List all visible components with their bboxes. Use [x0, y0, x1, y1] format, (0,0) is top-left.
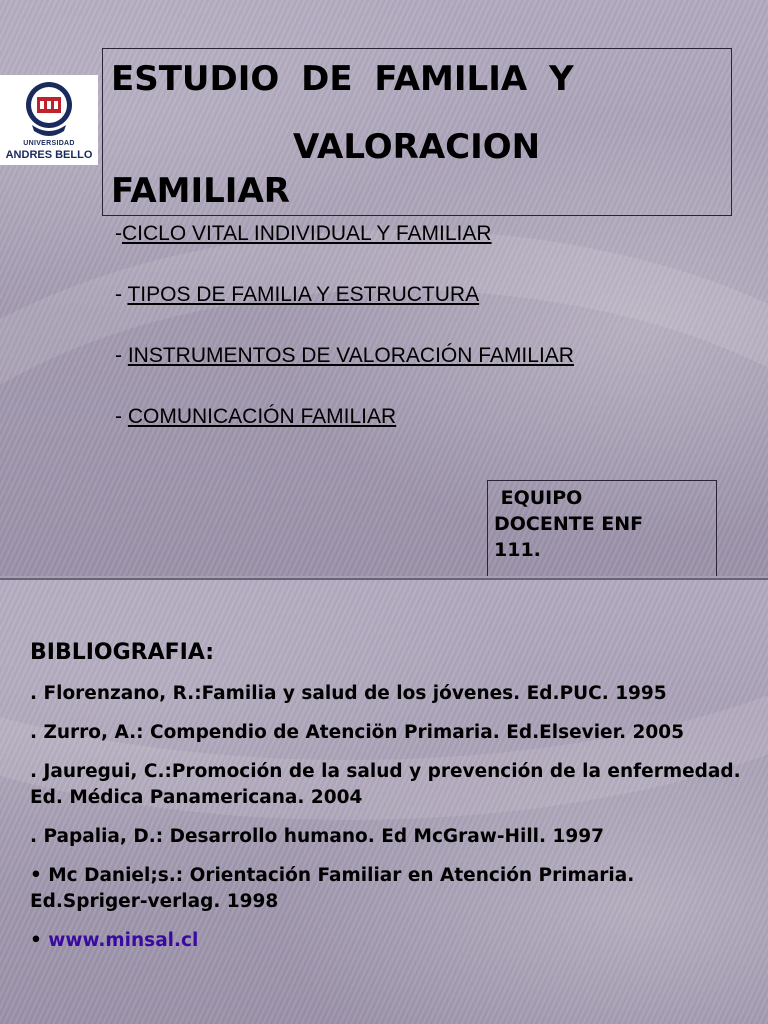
title-line-3: FAMILIAR — [111, 171, 290, 211]
topic-item — [115, 344, 574, 368]
topic-text: INSTRUMENTOS DE VALORACIÓN FAMILIAR — [127, 344, 574, 367]
topic-item — [115, 405, 396, 429]
university-logo — [0, 75, 98, 165]
title-line-1: ESTUDIO DE FAMILIA Y — [111, 59, 574, 99]
bibliography-item: . Florenzano, R.:Familia y salud de los jóvenes. Ed.PUC. 1995 — [30, 683, 667, 704]
title-box — [102, 48, 732, 216]
topic-prefix: - — [115, 222, 122, 245]
minsal-link[interactable]: www.minsal.cl — [48, 930, 199, 951]
topic-text: COMUNICACIÓN FAMILIAR — [127, 405, 397, 428]
equipo-line-3: 111. — [494, 539, 541, 561]
topic-text: TIPOS DE FAMILIA Y ESTRUCTURA — [127, 283, 480, 306]
bibliography-item: . Papalia, D.: Desarrollo humano. Ed McGraw-Hill. 1997 — [30, 826, 604, 847]
bibliography — [30, 640, 750, 967]
university-crest-icon — [24, 79, 74, 139]
bibliography-link-item — [30, 928, 750, 954]
topic-item — [115, 283, 479, 307]
bibliography-item: • Mc Daniel;s.: Orientación Familiar en Atención Primaria. Ed.Spriger-verlag. 1998 — [30, 865, 635, 912]
logo-university-text: UNIVERSIDAD — [23, 140, 75, 147]
bibliography-item: . Jauregui, C.:Promoción de la salud y prevención de la enfermedad. Ed. Médica Panamericana. 2004 — [30, 761, 741, 808]
bibliography-item: . Zurro, A.: Compendio de Atenciön Primaria. Ed.Elsevier. 2005 — [30, 722, 685, 743]
topic-prefix: - — [115, 283, 128, 306]
topic-item — [115, 222, 492, 246]
slide-2 — [0, 578, 768, 1024]
equipo-line-2: DOCENTE ENF — [494, 513, 644, 535]
bullet-icon: • — [30, 930, 42, 951]
topic-prefix: - — [115, 405, 128, 428]
topic-prefix: - — [115, 344, 128, 367]
bibliography-heading: BIBLIOGRAFIA: — [30, 640, 215, 665]
equipo-line-1: EQUIPO — [494, 487, 583, 509]
title-line-2: VALORACION — [293, 127, 541, 167]
topic-text: CICLO VITAL INDIVIDUAL Y FAMILIAR — [122, 222, 492, 245]
logo-name-text: ANDRES BELLO — [5, 149, 93, 161]
equipo-box — [487, 480, 717, 576]
